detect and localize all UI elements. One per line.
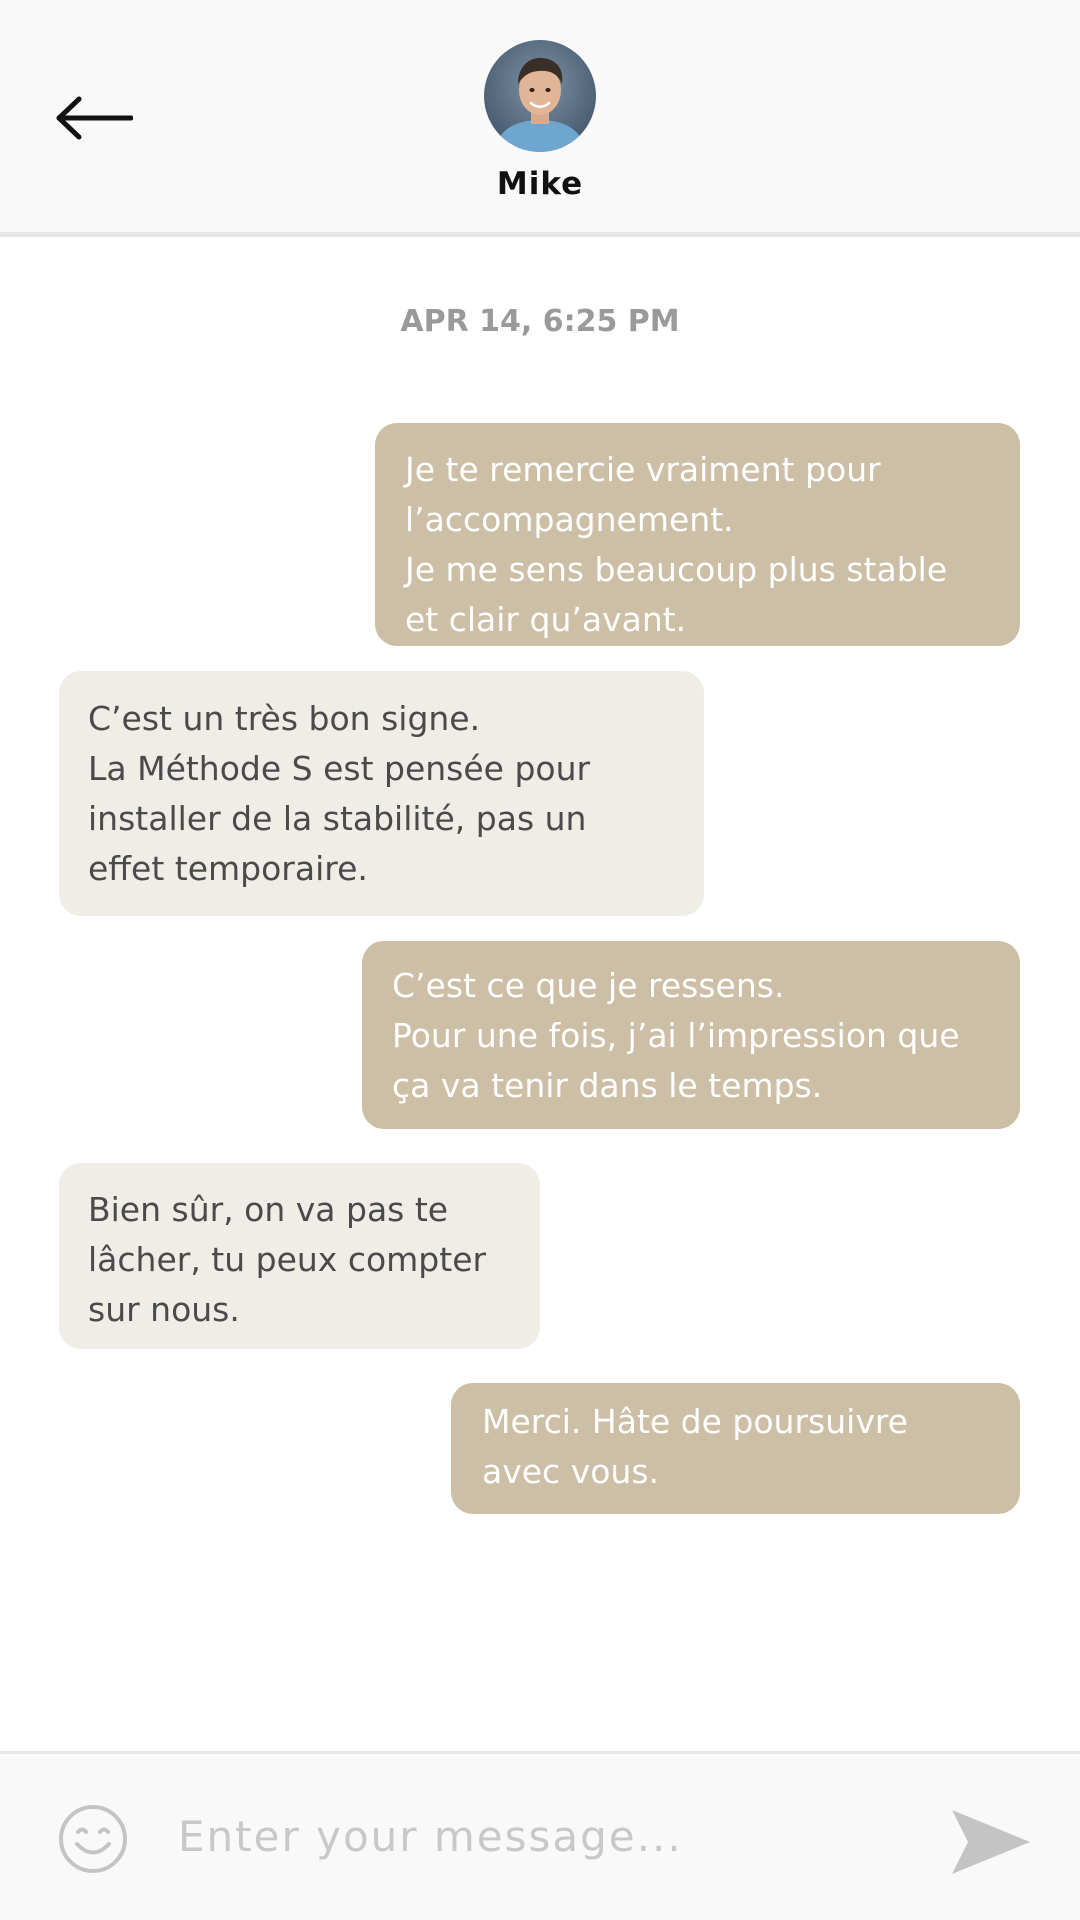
message-composer: [0, 1751, 1080, 1920]
emoji-button[interactable]: [57, 1803, 129, 1875]
send-button[interactable]: [950, 1808, 1032, 1876]
contact-name: Mike: [496, 166, 584, 202]
message-bubble-received: Bien sûr, on va pas te lâcher, tu peux compter sur nous.: [59, 1163, 540, 1349]
avatar[interactable]: [484, 40, 596, 152]
send-icon: [950, 1808, 1032, 1876]
arrow-left-icon: [55, 96, 133, 140]
message-timestamp: APR 14, 6:25 PM: [400, 304, 680, 339]
message-bubble-sent: C’est ce que je ressens. Pour une fois, j’ai l’impression que ça va tenir dans le temps.: [362, 941, 1020, 1129]
message-bubble-sent: Merci. Hâte de poursuivre avec vous.: [451, 1383, 1020, 1514]
back-button[interactable]: [55, 82, 151, 154]
smiley-icon: [57, 1803, 129, 1875]
message-bubble-sent: Je te remercie vraiment pour l’accompagnement. Je me sens beaucoup plus stable et clair qu’avant.: [375, 423, 1020, 646]
avatar-photo: [484, 40, 596, 152]
message-bubble-received: C’est un très bon signe. La Méthode S est pensée pour installer de la stabilité, pas un effet temporaire.: [59, 671, 704, 916]
chat-header: [0, 0, 1080, 237]
message-input[interactable]: [178, 1796, 918, 1876]
